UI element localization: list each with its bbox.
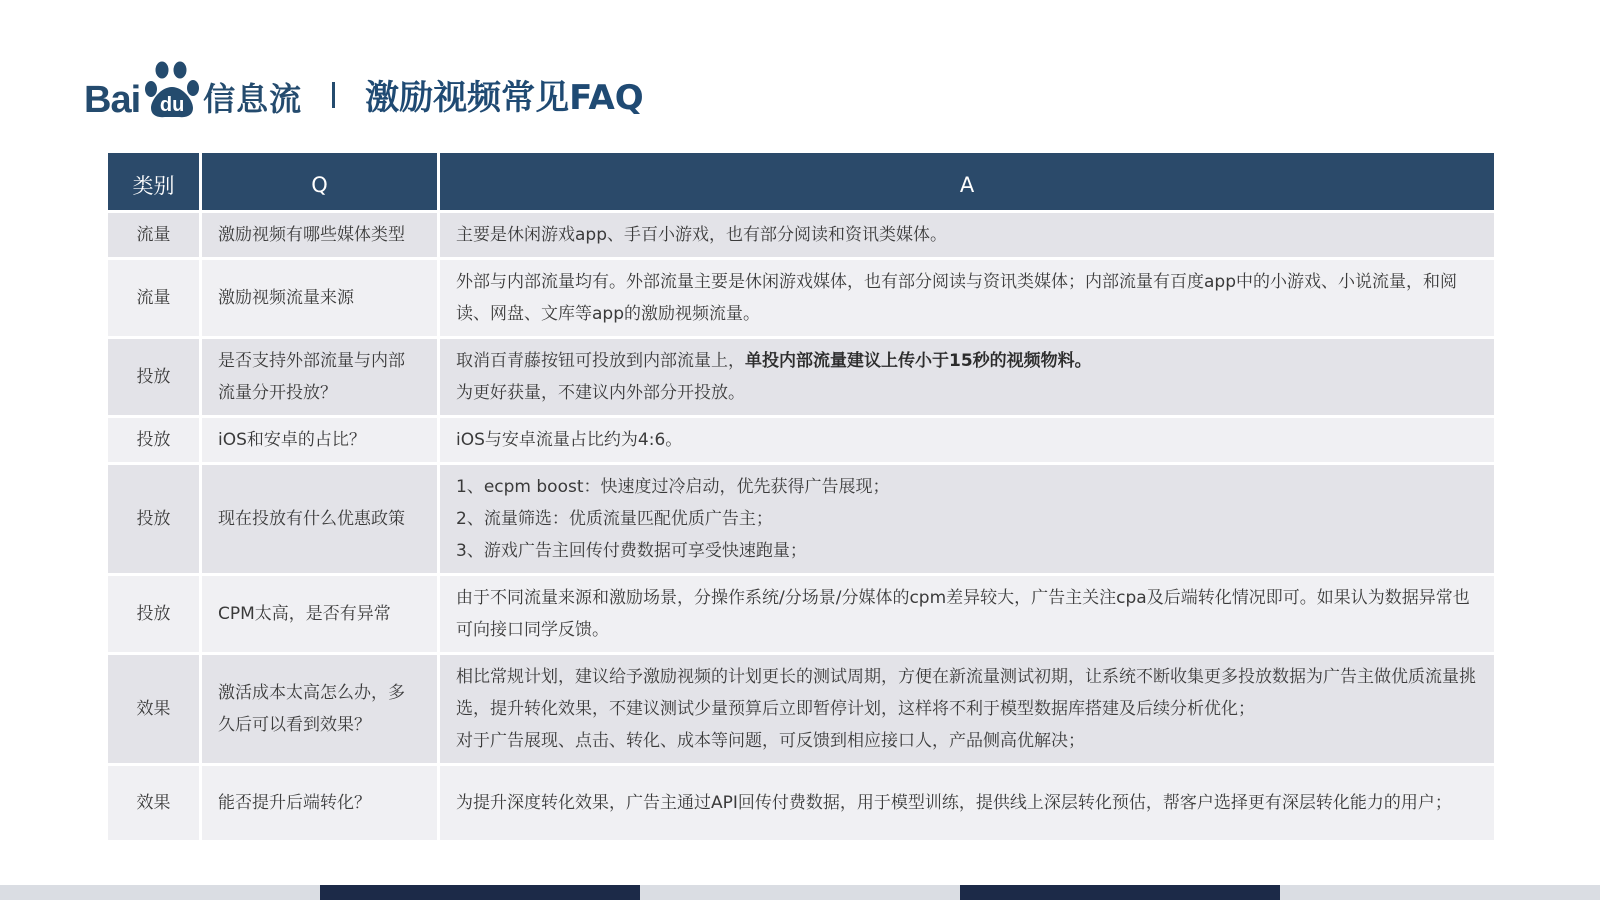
answer-line: 对于广告展现、点击、转化、成本等问题，可反馈到相应接口人，产品侧高优解决； (456, 731, 1085, 751)
answer-line: 主要是休闲游戏app、手百小游戏，也有部分阅读和资讯类媒体。 (456, 225, 947, 245)
column-header-answer: A (440, 153, 1494, 210)
footer-segment (1280, 885, 1600, 900)
answer-line: 2、流量筛选：优质流量匹配优质广告主； (456, 509, 773, 529)
table-row (108, 655, 1494, 763)
footer-segment (320, 885, 640, 900)
row-question: 现在投放有什么优惠政策 (202, 465, 437, 573)
row-question: 激活成本太高怎么办，多久后可以看到效果？ (202, 655, 437, 763)
table-row (108, 576, 1494, 652)
row-answer (440, 260, 1494, 336)
logo-text-feed: 信息流 (203, 80, 303, 118)
row-category: 投放 (108, 465, 199, 573)
row-answer (440, 339, 1494, 415)
faq-table (105, 150, 1497, 843)
answer-line: iOS与安卓流量占比约为4:6。 (456, 430, 683, 450)
row-answer (440, 213, 1494, 257)
title-divider (332, 82, 335, 108)
row-category: 投放 (108, 576, 199, 652)
row-question: 是否支持外部流量与内部流量分开投放？ (202, 339, 437, 415)
answer-line: 外部与内部流量均有。外部流量主要是休闲游戏媒体，也有部分阅读与资讯类媒体；内部流量有百度app中的小游戏、小说流量，和阅读、网盘、文库等app的激励视频流量。 (456, 272, 1457, 324)
answer-line: 为更好获量，不建议内外部分开投放。 (456, 383, 745, 403)
answer-line: 相比常规计划，建议给予激励视频的计划更长的测试周期，方便在新流量测试初期，让系统不断收集更多投放数据为广告主做优质流量挑选，提升转化效果，不建议测试少量预算后立即暂停计划，这样将不利于模型数据库搭建及后续分析优化； (456, 667, 1476, 719)
answer-text: 取消百青藤按钮可投放到内部流量上， (456, 351, 745, 371)
row-category: 效果 (108, 766, 199, 840)
row-answer (440, 766, 1494, 840)
row-answer (440, 576, 1494, 652)
row-category: 效果 (108, 655, 199, 763)
row-question: CPM太高，是否有异常 (202, 576, 437, 652)
table-row (108, 766, 1494, 840)
table-row (108, 418, 1494, 462)
row-answer (440, 655, 1494, 763)
table-row (108, 465, 1494, 573)
footer-segment (0, 885, 320, 900)
row-category: 投放 (108, 418, 199, 462)
answer-line: 1、ecpm boost：快速度过冷启动，优先获得广告展现； (456, 477, 890, 497)
answer-emphasis: 单投内部流量建议上传小于15秒的视频物料。 (745, 351, 1092, 371)
row-answer (440, 418, 1494, 462)
answer-line: 3、游戏广告主回传付费数据可享受快速跑量； (456, 541, 807, 561)
row-answer (440, 465, 1494, 573)
logo-text-bai: Bai (84, 79, 141, 121)
page-header (84, 52, 644, 122)
answer-line: 由于不同流量来源和激励场景，分操作系统/分场景/分媒体的cpm差异较大，广告主关注cpa及后端转化情况即可。如果认为数据异常也可向接口同学反馈。 (456, 588, 1470, 640)
row-question: 激励视频流量来源 (202, 260, 437, 336)
table-row (108, 260, 1494, 336)
table-header-row (108, 153, 1494, 210)
row-question: 能否提升后端转化？ (202, 766, 437, 840)
row-category: 流量 (108, 260, 199, 336)
footer-segment (960, 885, 1280, 900)
column-header-question: Q (202, 153, 437, 210)
answer-line: 为提升深度转化效果，广告主通过API回传付费数据，用于模型训练，提供线上深层转化预估，帮客户选择更有深层转化能力的用户； (456, 793, 1452, 813)
footer-bar (0, 885, 1600, 900)
row-category: 流量 (108, 213, 199, 257)
row-question: 激励视频有哪些媒体类型 (202, 213, 437, 257)
footer-segment (640, 885, 960, 900)
logo-text-du: du (159, 94, 185, 116)
column-header-category: 类别 (108, 153, 199, 210)
table-row (108, 213, 1494, 257)
baidu-feed-logo (84, 55, 302, 119)
page-title: 激励视频常见FAQ (365, 77, 644, 118)
table-row (108, 339, 1494, 415)
answer-line (456, 345, 1478, 377)
paw-icon (143, 55, 201, 119)
row-question: iOS和安卓的占比？ (202, 418, 437, 462)
row-category: 投放 (108, 339, 199, 415)
